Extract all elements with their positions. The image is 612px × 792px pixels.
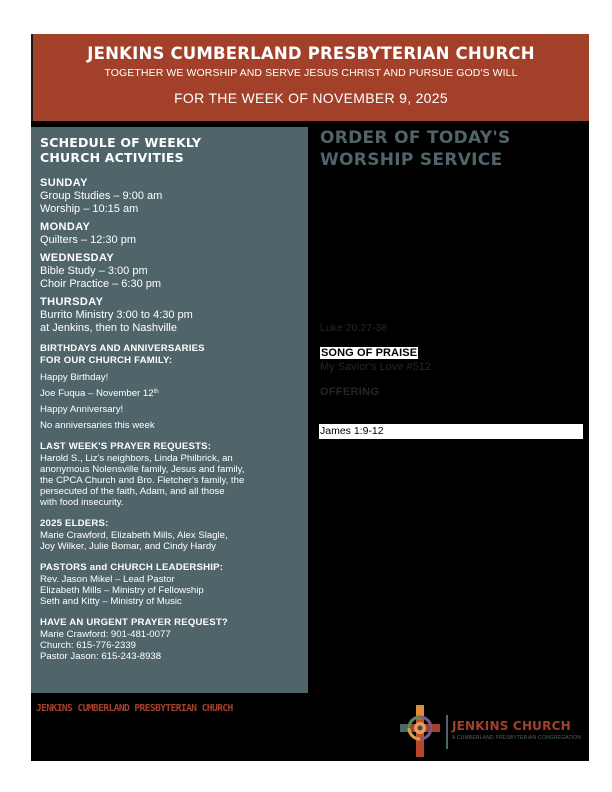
activity: Burrito Ministry 3:00 to 4:30 pm	[40, 309, 193, 321]
day-label: WEDNESDAY	[40, 252, 115, 264]
week-date: FOR THE WEEK OF NOVEMBER 9, 2025	[174, 90, 448, 106]
day-monday	[40, 221, 308, 247]
bulletin-page	[31, 34, 589, 761]
contact-line: Pastor Jason: 615-243-8938	[40, 651, 162, 662]
birthday-entry	[40, 388, 308, 399]
day-thursday	[40, 296, 308, 335]
order-title	[320, 127, 585, 171]
birthday-entry-text: Joe Fuqua – November 12	[40, 388, 154, 399]
day-wednesday	[40, 252, 308, 291]
scripture-reading-2: James 1:9-12	[319, 424, 583, 439]
activity: Choir Practice – 6:30 pm	[40, 278, 162, 290]
church-title: JENKINS CUMBERLAND PRESBYTERIAN CHURCH	[87, 44, 535, 63]
ordinal-suffix: th	[153, 389, 159, 395]
church-tagline: TOGETHER WE WORSHIP AND SERVE JESUS CHRIST AND PURSUE GOD'S WILL	[104, 67, 518, 79]
celebrations-heading-2: FOR OUR CHURCH FAMILY:	[40, 355, 173, 366]
church-logo	[396, 703, 586, 759]
schedule-title-line2: CHURCH ACTIVITIES	[40, 150, 184, 165]
activity: Quilters – 12:30 pm	[40, 234, 136, 246]
header-banner	[31, 34, 589, 121]
logo-church-name: JENKINS CHURCH	[452, 719, 571, 733]
elders-line: Marie Crawford, Elizabeth Mills, Alex Slagle,	[40, 530, 228, 541]
song-of-praise-label: SONG OF PRAISE	[321, 347, 418, 359]
activity: at Jenkins, then to Nashville	[40, 322, 177, 334]
song-name: My Savior's Love #512	[320, 361, 431, 373]
order-title-line1: ORDER OF TODAY'S	[320, 128, 511, 148]
order-title-line2: WORSHIP SERVICE	[320, 150, 503, 170]
leadership-line: Elizabeth Mills – Ministry of Fellowship	[40, 585, 204, 596]
elders-heading: 2025 ELDERS:	[40, 518, 109, 529]
birthday-label: Happy Birthday!	[40, 372, 109, 383]
prayer-line: anonymous Nolensville family, Jesus and family,	[40, 464, 245, 475]
activity: Bible Study – 3:00 pm	[40, 265, 148, 277]
urgent-prayer-section	[40, 617, 308, 662]
prayer-section	[40, 441, 308, 508]
offering-label: OFFERING	[320, 386, 380, 398]
elders-line: Joy Wilker, Julie Bomar, and Cindy Hardy	[40, 541, 216, 552]
day-label: THURSDAY	[40, 296, 104, 308]
day-sunday	[40, 177, 308, 216]
cross-emblem-icon	[396, 703, 444, 759]
leadership-heading: PASTORS and CHURCH LEADERSHIP:	[40, 562, 224, 573]
contact-line: Marie Crawford: 901-481-0077	[40, 629, 171, 640]
contact-line: Church: 615-776-2339	[40, 640, 137, 651]
celebrations-section	[40, 343, 308, 431]
prayer-line: Harold S., Liz's neighbors, Linda Philbrick, an	[40, 453, 233, 464]
logo-subtitle: A CUMBERLAND PRESBYTERIAN CONGREGATION	[452, 735, 582, 741]
leadership-section	[40, 562, 308, 607]
activity: Group Studies – 9:00 am	[40, 190, 163, 202]
anniversary-entry: No anniversaries this week	[40, 420, 155, 431]
leadership-line: Seth and Kitty – Ministry of Music	[40, 596, 182, 607]
prayer-line: with food insecurity.	[40, 497, 124, 508]
schedule-title-line1: SCHEDULE OF WEEKLY	[40, 135, 202, 150]
logo-divider	[446, 715, 448, 749]
leadership-line: Rev. Jason Mikel – Lead Pastor	[40, 574, 175, 585]
prayer-line: the CPCA Church and Bro. Fletcher's family, the	[40, 475, 245, 486]
urgent-heading: HAVE AN URGENT PRAYER REQUEST?	[40, 617, 228, 628]
prayer-heading: LAST WEEK'S PRAYER REQUESTS:	[40, 441, 212, 452]
anniversary-label: Happy Anniversary!	[40, 404, 124, 415]
scripture-reading-1: Luke 20:27-38	[320, 322, 388, 334]
day-label: MONDAY	[40, 221, 91, 233]
celebrations-heading-1: BIRTHDAYS AND ANNIVERSARIES	[40, 343, 205, 354]
schedule-title	[40, 135, 308, 165]
day-label: SUNDAY	[40, 177, 88, 189]
footer-church-name: JENKINS CUMBERLAND PRESBYTERIAN CHURCH	[36, 703, 233, 714]
prayer-line: persecuted of the faith, Adam, and all those	[40, 486, 225, 497]
activity: Worship – 10:15 am	[40, 203, 139, 215]
worship-order-column	[320, 127, 585, 437]
elders-section	[40, 518, 308, 552]
schedule-panel	[31, 127, 308, 693]
